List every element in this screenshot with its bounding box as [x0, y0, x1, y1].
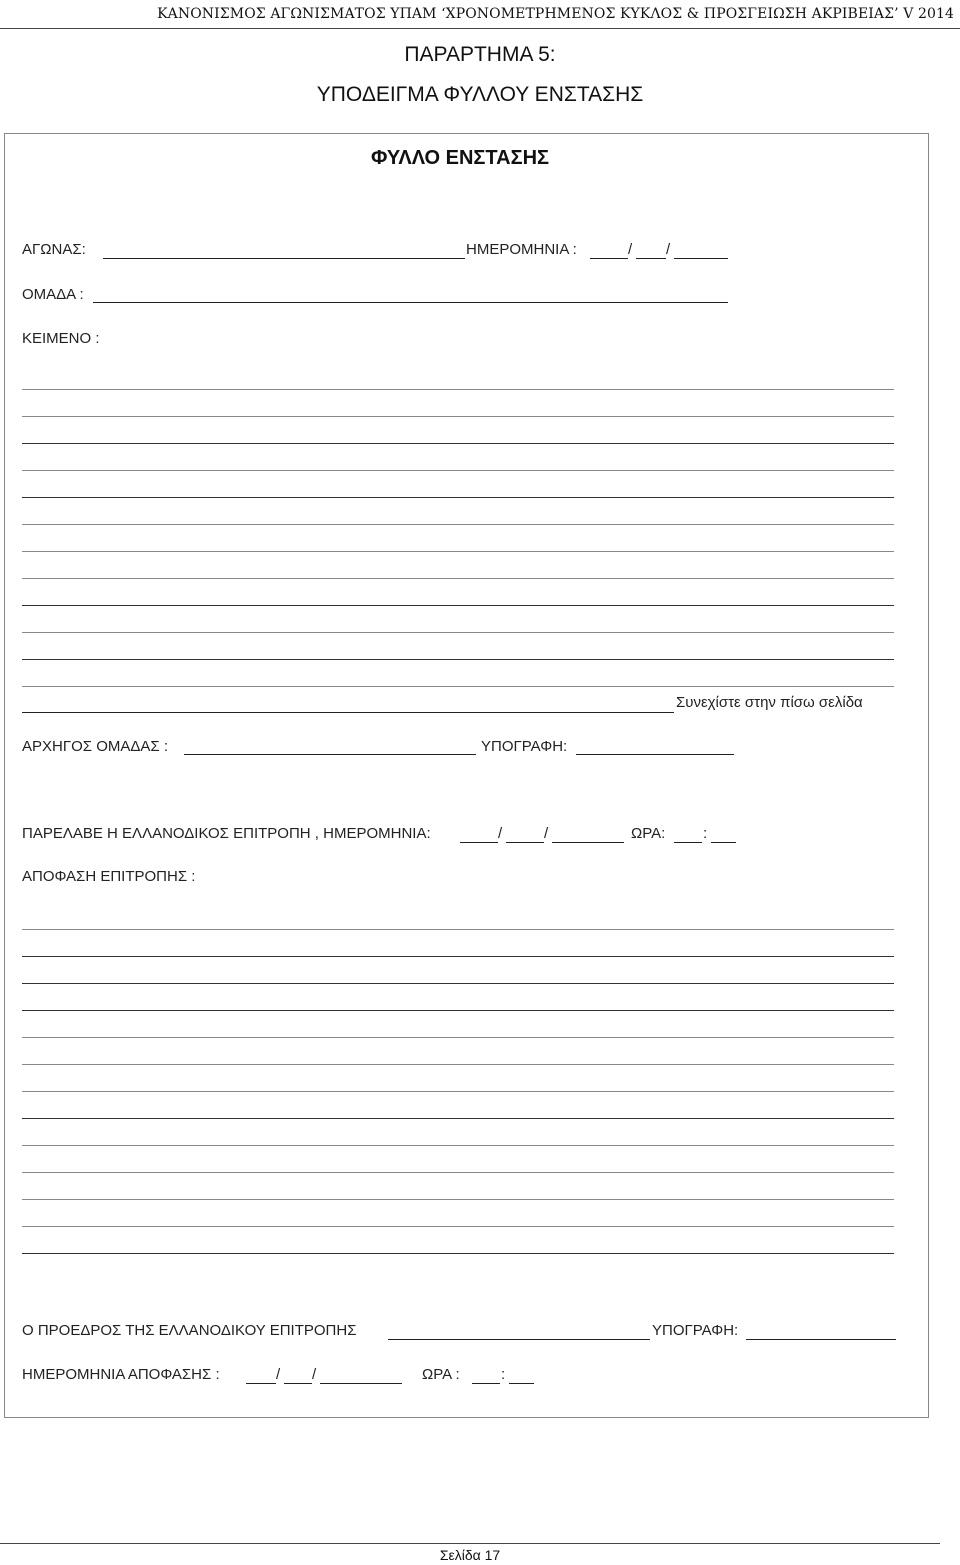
writing-line[interactable] [22, 1091, 894, 1092]
time-minute-blank[interactable] [711, 842, 736, 843]
date-separator: / [498, 825, 503, 842]
time-hour-blank[interactable] [674, 842, 702, 843]
writing-line[interactable] [22, 983, 894, 984]
president-signature-blank[interactable] [746, 1339, 896, 1340]
president-label: Ο ΠΡΟΕΔΡΟΣ ΤΗΣ ΕΛΛΑΝΟΔΙΚΟΥ ΕΠΙΤΡΟΠΗΣ [22, 1322, 357, 1339]
writing-line[interactable] [22, 1010, 894, 1011]
contest-blank[interactable] [103, 258, 465, 259]
time-separator: : [501, 1366, 506, 1383]
date-separator: / [666, 241, 671, 258]
date-separator: / [628, 241, 633, 258]
footer-rule [0, 1543, 940, 1544]
time-label: ΩΡΑ: [631, 825, 666, 842]
signature-label: ΥΠΟΓΡΑΦΗ: [481, 738, 568, 755]
date-separator: / [276, 1366, 281, 1383]
writing-line[interactable] [22, 497, 894, 498]
writing-line[interactable] [22, 1199, 894, 1200]
decision-year-blank[interactable] [320, 1383, 402, 1384]
writing-line[interactable] [22, 1064, 894, 1065]
president-signature-label: ΥΠΟΓΡΑΦΗ: [652, 1322, 739, 1339]
writing-line[interactable] [22, 416, 894, 417]
decision-date-label: ΗΜΕΡΟΜΗΝΙΑ ΑΠΟΦΑΣΗΣ : [22, 1366, 220, 1383]
date-year-blank[interactable] [674, 258, 728, 259]
annex-title: ΥΠΟΔΕΙΓΜΑ ΦΥΛΛΟΥ ΕΝΣΤΑΣΗΣ [316, 83, 644, 106]
writing-line[interactable] [22, 605, 894, 606]
time-separator: : [703, 825, 708, 842]
writing-line[interactable] [22, 578, 894, 579]
decision-time-label: ΩΡΑ : [422, 1366, 460, 1383]
decision-day-blank[interactable] [246, 1383, 276, 1384]
writing-line[interactable] [22, 551, 894, 552]
writing-line[interactable] [22, 659, 894, 660]
writing-line[interactable] [22, 389, 894, 390]
text-label: ΚΕΙΜΕΝΟ : [22, 330, 100, 347]
team-blank[interactable] [93, 302, 728, 303]
form-title: ΦΥΛΛΟ ΕΝΣΤΑΣΗΣ [370, 147, 550, 169]
decision-minute-blank[interactable] [509, 1383, 534, 1384]
writing-line[interactable] [22, 1172, 894, 1173]
writing-line[interactable] [22, 524, 894, 525]
received-day-blank[interactable] [460, 842, 498, 843]
writing-line[interactable] [22, 1253, 894, 1254]
decision-month-blank[interactable] [284, 1383, 312, 1384]
contest-label: ΑΓΩΝΑΣ: [22, 241, 86, 258]
decision-label: ΑΠΟΦΑΣΗ ΕΠΙΤΡΟΠΗΣ : [22, 868, 196, 885]
writing-line[interactable] [22, 1226, 894, 1227]
writing-line[interactable] [22, 686, 894, 687]
writing-line[interactable] [22, 956, 894, 957]
writing-line[interactable] [22, 470, 894, 471]
writing-line[interactable] [22, 632, 894, 633]
received-month-blank[interactable] [506, 842, 544, 843]
writing-line[interactable] [22, 712, 674, 713]
president-name-blank[interactable] [388, 1339, 650, 1340]
received-year-blank[interactable] [552, 842, 624, 843]
page-number: Σελίδα 17 [439, 1547, 501, 1563]
writing-line[interactable] [22, 1145, 894, 1146]
date-separator: / [312, 1366, 317, 1383]
writing-line[interactable] [22, 1118, 894, 1119]
writing-line[interactable] [22, 1037, 894, 1038]
date-month-blank[interactable] [636, 258, 666, 259]
captain-label: ΑΡΧΗΓΟΣ ΟΜΑΔΑΣ : [22, 738, 169, 755]
team-label: ΟΜΑΔΑ : [22, 286, 84, 303]
date-separator: / [544, 825, 549, 842]
annex-number: ΠΑΡΑΡΤΗΜΑ 5: [404, 43, 556, 66]
captain-blank[interactable] [184, 754, 476, 755]
received-label: ΠΑΡΕΛΑΒΕ Η ΕΛΛΑΝΟΔΙΚΟΣ ΕΠΙΤΡΟΠΗ , ΗΜΕΡΟΜΗΝΙΑ: [22, 825, 431, 842]
running-header-title: ΚΑΝΟΝΙΣΜΟΣ ΑΓΩΝΙΣΜΑΤΟΣ ΥΠΑΜ ‘ΧΡΟΝΟΜΕΤΡΗΜΕΝΟΣ ΚΥΚΛΟΣ & ΠΡΟΣΓΕΙΩΣΗ ΑΚΡΙΒΕΙΑΣ’ V 2014 [157, 6, 954, 22]
writing-line[interactable] [22, 443, 894, 444]
running-header [0, 0, 960, 29]
continue-note: Συνεχίστε στην πίσω σελίδα [676, 694, 863, 711]
date-label: ΗΜΕΡΟΜΗΝΙΑ : [466, 241, 577, 258]
date-day-blank[interactable] [590, 258, 628, 259]
writing-line[interactable] [22, 929, 894, 930]
signature-blank[interactable] [576, 754, 734, 755]
decision-hour-blank[interactable] [472, 1383, 500, 1384]
